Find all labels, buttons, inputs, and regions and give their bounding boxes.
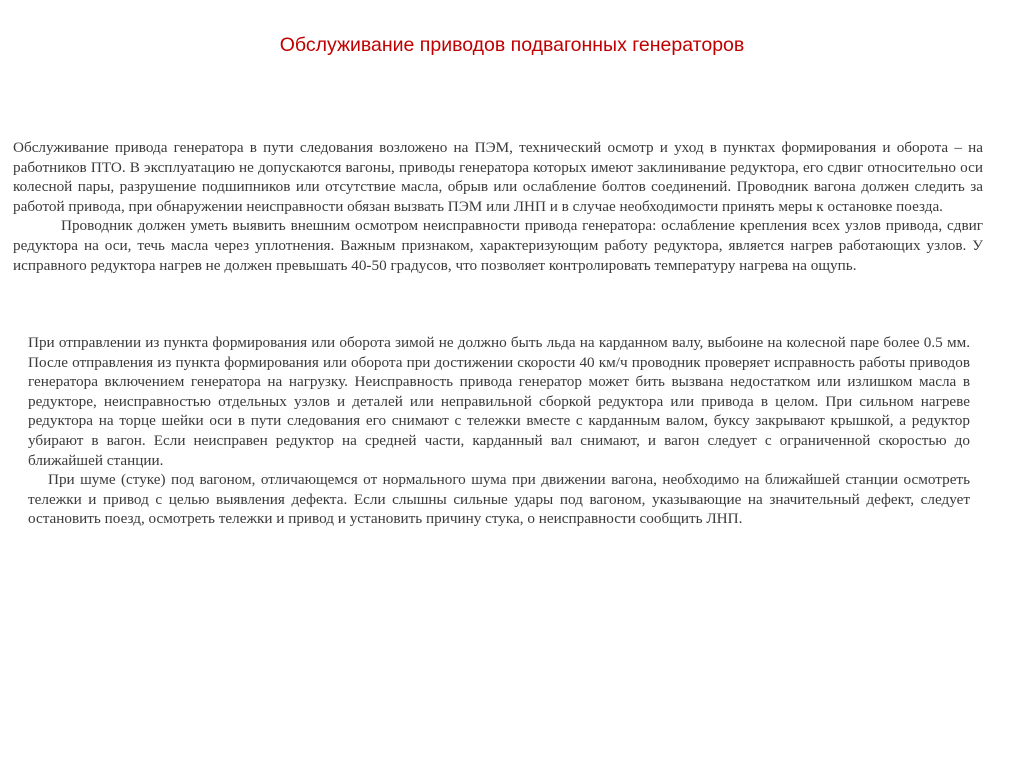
text-block-departure-check [28, 333, 970, 529]
paragraph-noise-under-car: При шуме (стуке) под вагоном, отличающемся от нормального шума при движении вагона, необходимо на ближайшей станции осмотреть тележки и привод с целью выявления дефекта. Если слышны сильные удары под вагоном, указывающие на значительный дефект, следует остановить поезд, осмотреть тележки и привод и установить причину стука, о неисправности сообщить ЛНП. [28, 471, 970, 528]
paragraph-drive-responsibility: Обслуживание привода генератора в пути следования возложено на ПЭМ, технический осмотр и уход в пунктах формирования и оборота – на работников ПТО. В эксплуатацию не допускаются вагоны, приводы генератора которых имеют заклинивание редуктора, его сдвиг относительно оси колесной пары, разрушение подшипников или отсутствие масла, обрыв или ослабление болтов соединений. Проводник вагона должен следить за работой привода, при обнаружении неисправности обязан вызвать ПЭМ или ЛНП и в случае необходимости принять меры к остановке поезда. [13, 139, 983, 215]
text-block-drive-maintenance [13, 138, 983, 275]
paragraph-external-inspection: Проводник должен уметь выявить внешним осмотром неисправности привода генератора: ослабление крепления всех узлов привода, сдвиг редуктора на оси, течь масла через уплотнения. Важным признаком, характеризующим работу редуктора, является нагрев работающих узлов. У исправного редуктора нагрев не должен превышать 40-50 градусов, что позволяет контролировать температуру нагрева на ощупь. [13, 217, 983, 274]
paragraph-departure-check: При отправлении из пункта формирования или оборота зимой не должно быть льда на карданном валу, выбоине на колесной паре более 0.5 мм. После отправления из пункта формирования или оборота при достижении скорости 40 км/ч проводник проверяет исправность работы приводов генератора включением генератора на нагрузку. Неисправность привода генератор может бить вызвана недостатком или излишком масла в редукторе, неисправностью отдельных узлов и деталей или неправильной сборкой редуктора или привода в целом. При сильном нагреве редуктора на торце шейки оси в пути следования его снимают с тележки вместе с карданным валом, буксу закрывают крышкой, а редуктор убирают в вагон. Если неисправен редуктор на средней части, карданный вал снимают, и вагон следует с ограниченной скоростью до ближайшей станции. [28, 334, 970, 469]
slide-title: Обслуживание приводов подвагонных генераторов [279, 34, 745, 56]
